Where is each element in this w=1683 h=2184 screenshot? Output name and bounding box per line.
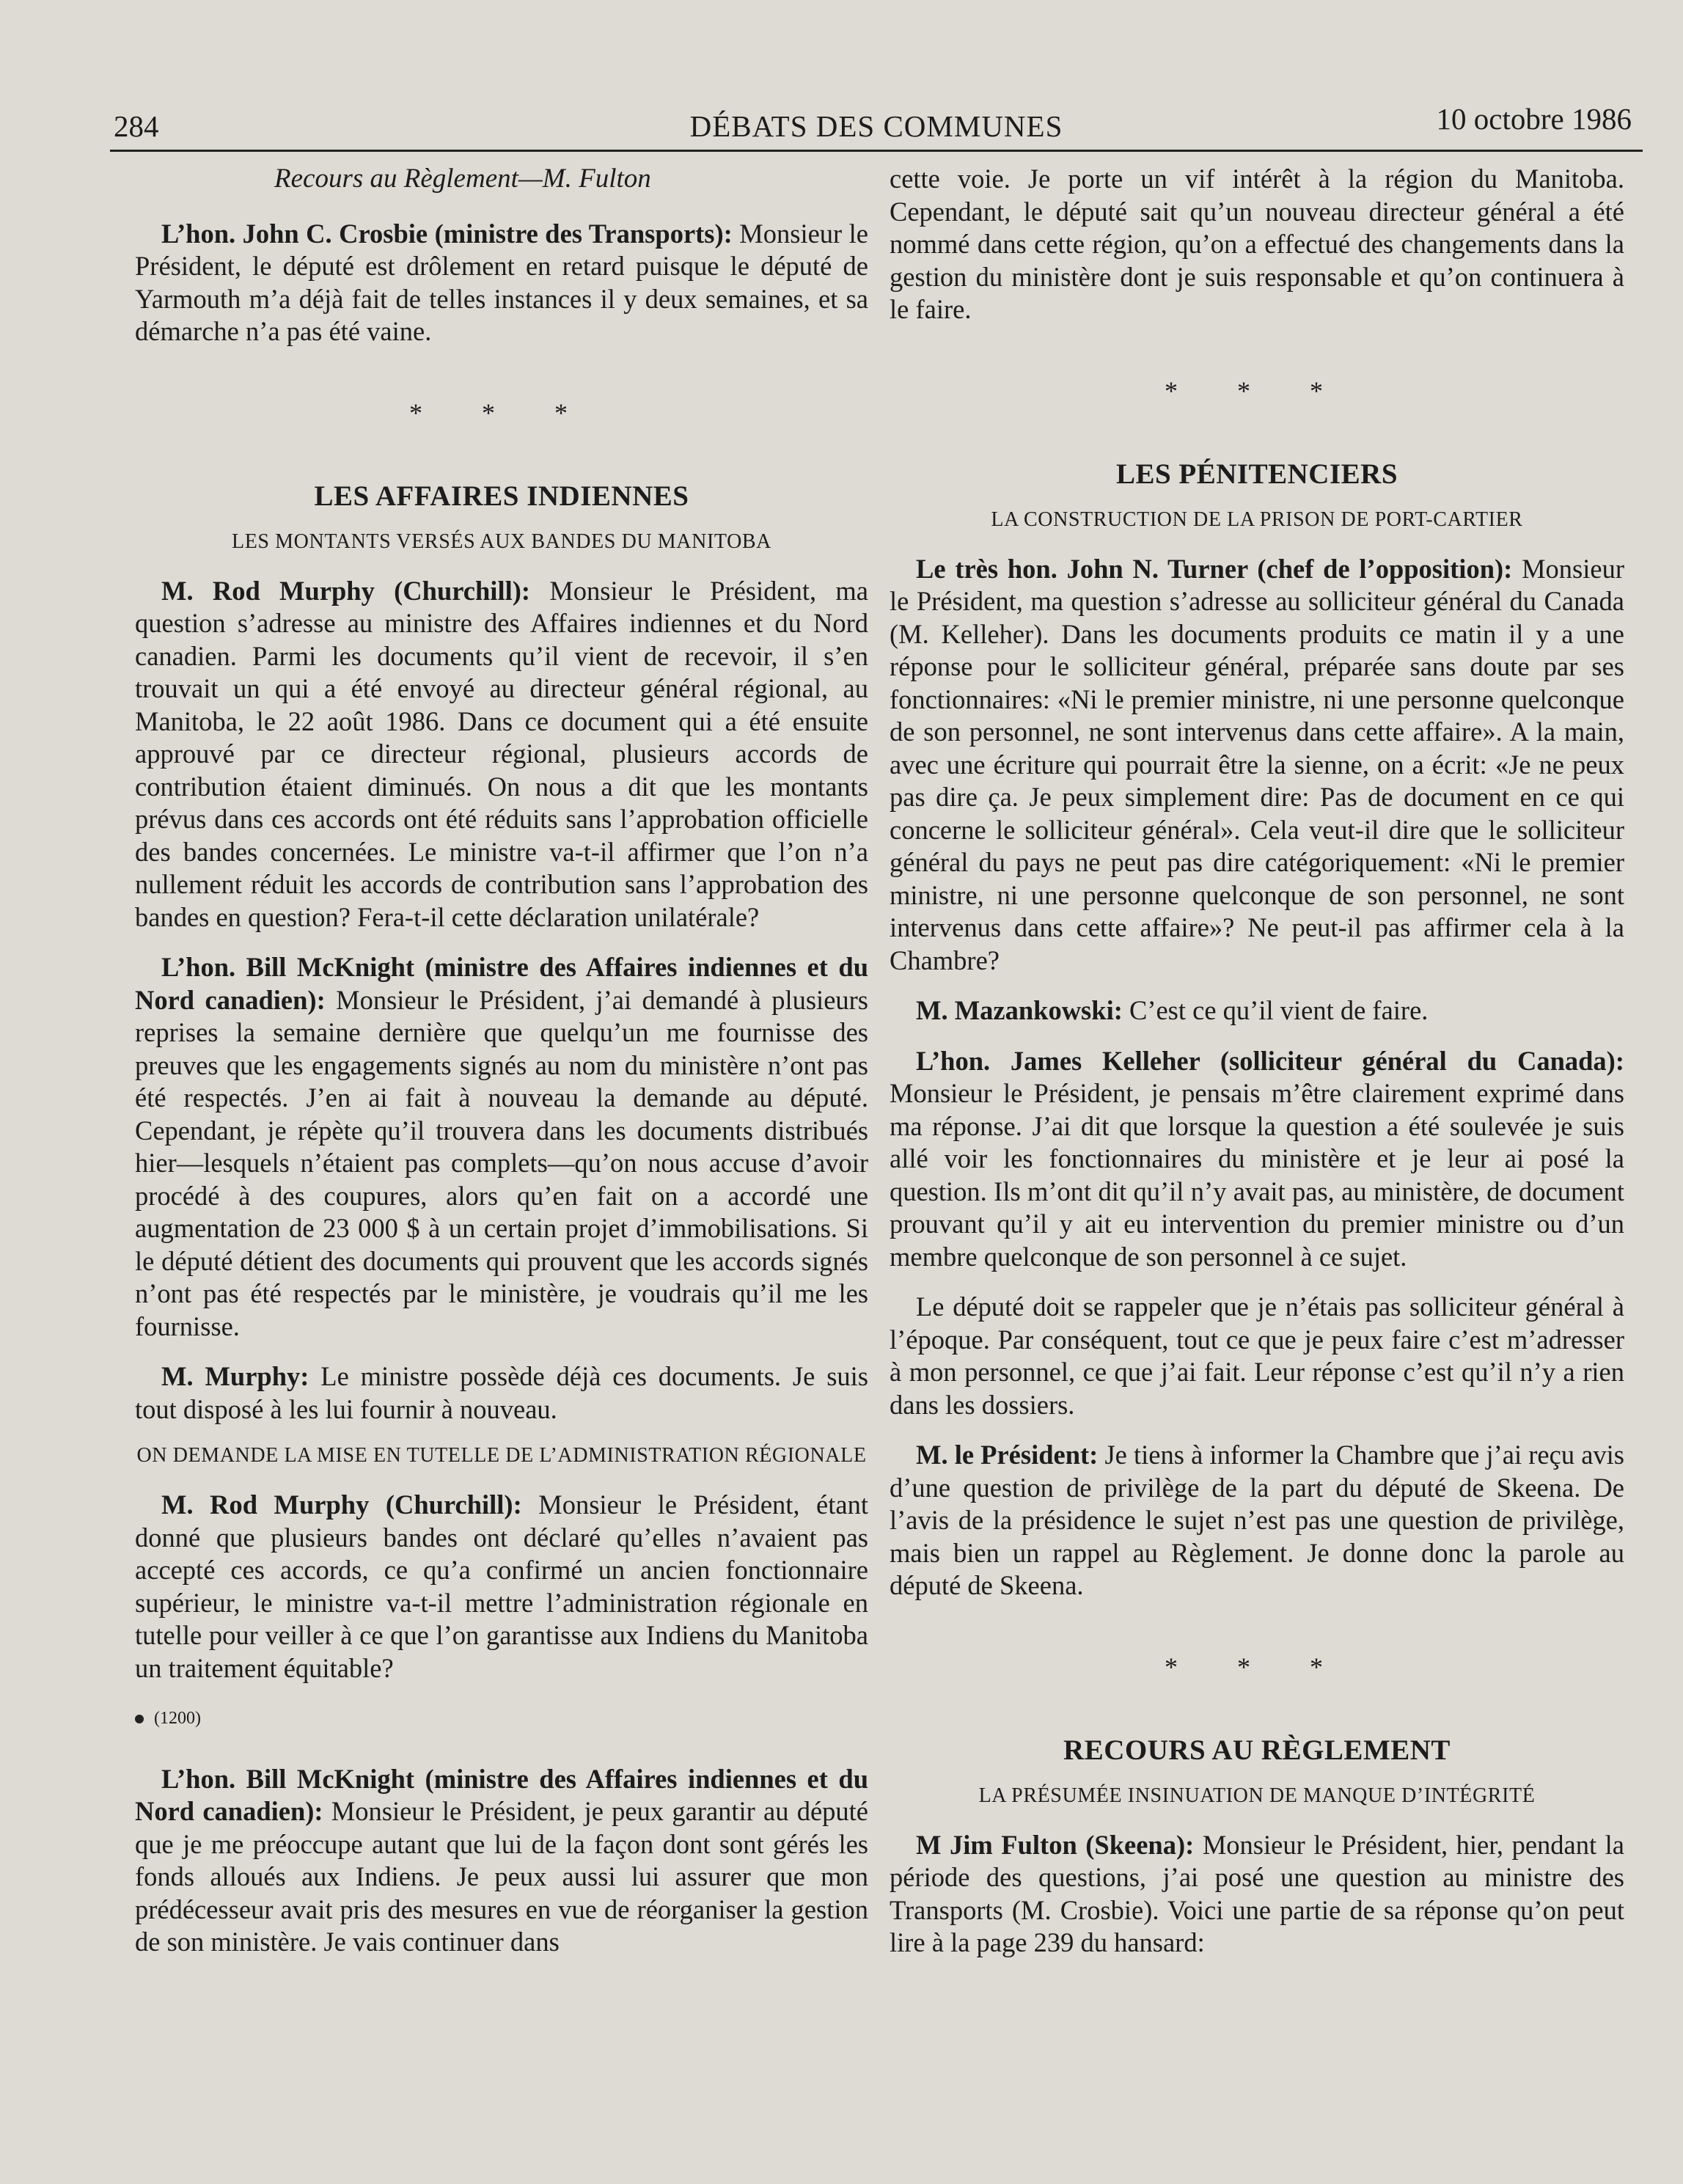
subsection-title: LES MONTANTS VERSÉS AUX BANDES DU MANITOBA	[232, 529, 771, 553]
running-header	[110, 103, 1643, 152]
speaker-name: M. le Président:	[916, 1440, 1099, 1470]
speech-text: Monsieur le Président, ma question s’adresse au ministre des Affaires indiennes et du Nord canadien. Parmi les documents qu’il vient de recevoir, il s’en trouvait un qui a été envoyé au directeur général régional, au Manitoba, le 22 août 1986. Dans ce document qui a été ensuite approuvé par ce directeur régional, plusieurs accords de contribution étaient diminués. On nous a dit que les montants prévus dans ces accords ont été réduits sans l’approbation officielle des bandes concernées. Le ministre va-t-il affirmer que l’on n’a nullement réduit les accords de contribution sans l’approbation des bandes en question? Fera-t-il cette déclaration unilatérale?	[135, 575, 869, 932]
left-column	[135, 163, 868, 1976]
paragraph	[890, 553, 1624, 978]
section-separator: * * *	[1165, 375, 1349, 406]
speaker-name: M. Rod Murphy (Churchill):	[161, 575, 531, 606]
paragraph	[135, 218, 868, 348]
time-marker-text: (1200)	[154, 1709, 201, 1728]
speech-text: Monsieur le Président, le député est drôlement en retard puisque le député de Yarmouth m’a déjà fait de telles instances il y deux semaines, et sa démarche n’a pas été vaine.	[135, 218, 868, 346]
speaker-name: L’hon. John C. Crosbie (ministre des Transports):	[161, 218, 733, 249]
paragraph	[135, 1763, 868, 1959]
page-number: 284	[114, 109, 159, 143]
speech-text: Monsieur le Président, étant donné que plusieurs bandes ont déclaré qu’elles n’avaient pas accepté ces accords, ce qu’a confirmé un ancien fonctionnaire supérieur, le ministre va-t-il mettre l’administration régionale en tutelle pour veiller à ce que l’on garantisse aux Indiens du Manitoba un traitement équitable?	[135, 1489, 868, 1683]
paragraph	[890, 1829, 1624, 1960]
speech-text: C’est ce qu’il vient de faire.	[1122, 995, 1429, 1025]
section-title: RECOURS AU RÈGLEMENT	[1063, 1734, 1451, 1766]
subsection-title: ON DEMANDE LA MISE EN TUTELLE DE L’ADMINISTRATION RÉGIONALE	[136, 1444, 867, 1467]
speaker-name: M Jim Fulton (Skeena):	[916, 1829, 1195, 1860]
speech-text: Monsieur le Président, j’ai demandé à plusieurs reprises la semaine dernière que quelqu’un me fournisse des preuves que les engagements signés au nom du ministère n’ont pas été respectés. J’en ai fait à nouveau la demande au député. Cependant, je répète qu’il trouvera dans les documents distribués hier—lesquels n’étaient pas complets—qu’on nous accuse d’avoir procédé à des coupures, alors qu’en fait on a accordé une augmentation de 23 000 $ à un certain projet d’immobilisations. Si le député détient des documents qui prouvent que les accords signés n’ont pas été respectés par le ministère, je voudrais qu’il me les fournisse.	[135, 984, 869, 1341]
speaker-name: L’hon. Bill McKnight (ministre des Affaires indiennes et du Nord canadien):	[135, 952, 868, 1015]
subsection-title: LA CONSTRUCTION DE LA PRISON DE PORT-CARTIER	[991, 507, 1523, 531]
bullet-icon	[135, 1715, 144, 1723]
speech-text: Monsieur le Président, hier, pendant la période des questions, j’ai posé une question au ministre des Transports (M. Crosbie). Voici une partie de sa réponse qu’on peut lire à la page 239 du hansard:	[890, 1829, 1624, 1957]
paragraph	[890, 1045, 1624, 1274]
paragraph: cette voie. Je porte un vif intérêt à la région du Manitoba. Cependant, le député sait qu’un nouveau directeur général a été nommé dans cette région, qu’on a effectué des changements dans la gestion du ministère dont je suis responsable et qu’on continuera à le faire.	[890, 164, 1624, 324]
speaker-name: L’hon. James Kelleher (solliciteur général du Canada):	[916, 1045, 1624, 1076]
speech-text: Monsieur le Président, je pensais m’être clairement exprimé dans ma réponse. J’ai dit que lorsque la question a été soulevée je suis allé voir les fonctionnaires du ministère et je leur ai posé la question. Ils m’ont dit qu’il n’y avait pas, au ministère, de document prouvant qu’il y ait eu intervention du premier ministre ou d’un membre quelconque de son personnel à ce sujet.	[890, 1078, 1624, 1272]
time-marker	[135, 1702, 868, 1735]
paragraph	[890, 994, 1624, 1027]
subsection-title: LA PRÉSUMÉE INSINUATION DE MANQUE D’INTÉGRITÉ	[978, 1784, 1536, 1807]
paragraph	[890, 1439, 1624, 1602]
right-column	[890, 163, 1624, 1977]
publication-title: DÉBATS DES COMMUNES	[689, 109, 1063, 143]
running-subhead: Recours au Règlement—M. Fulton	[274, 164, 651, 194]
issue-date: 10 octobre 1986	[1436, 102, 1632, 136]
speech-text: Le ministre possède déjà ces documents. Je suis tout disposé à les lui fournir à nouveau.	[135, 1361, 869, 1424]
section-separator: * * *	[1165, 1652, 1349, 1682]
paragraph	[135, 1489, 868, 1685]
speech-text: Monsieur le Président, ma question s’adresse au solliciteur général du Canada (M. Kelleher). Dans les documents produits ce matin il y a une réponse pour le solliciteur général, préparée sans doute par ses fonctionnaires: «Ni le premier ministre, ni une personne quelconque de son personnel, ne sont intervenus dans cette affaire». A la main, avec une écriture qui pourrait être la sienne, on a écrit: «Je ne peux pas dire ça. Je peux simplement dire: Pas de document en ce qui concerne le solliciteur général». Cela veut-il dire que le solliciteur général du pays ne peut pas dire catégoriquement: «Ni le premier ministre, ni une personne quelconque de son personnel, ne sont intervenus dans cette affaire»? Ne peut-il pas affirmer cela à la Chambre?	[890, 553, 1624, 975]
speaker-name: M. Murphy:	[161, 1361, 309, 1391]
speaker-name: M. Rod Murphy (Churchill):	[161, 1489, 522, 1520]
section-separator: * * *	[409, 397, 594, 428]
paragraph	[135, 951, 868, 1343]
section-title: LES AFFAIRES INDIENNES	[314, 480, 689, 512]
speech-text: Monsieur le Président, je peux garantir au député que je me préoccupe autant que lui de la façon dont sont gérés les fonds alloués aux Indiens. Je peux aussi lui assurer que mon prédécesseur avait pris des mesures en vue de réorganiser la gestion de son ministère. Je vais continuer dans	[135, 1796, 868, 1957]
speech-text: Je tiens à informer la Chambre que j’ai reçu avis d’une question de privilège de la part du député de Skeena. De l’avis de la présidence le sujet n’est pas une question de privilège, mais bien un rappel au Règlement. Je donne donc la parole au député de Skeena.	[890, 1440, 1624, 1600]
paragraph	[135, 575, 868, 934]
section-title: LES PÉNITENCIERS	[1115, 458, 1398, 490]
speaker-name: M. Mazankowski:	[916, 995, 1123, 1025]
speaker-name: L’hon. Bill McKnight (ministre des Affaires indiennes et du Nord canadien):	[135, 1763, 868, 1826]
paragraph	[135, 1360, 868, 1426]
speaker-name: Le très hon. John N. Turner (chef de l’opposition):	[916, 553, 1513, 584]
paragraph: Le député doit se rappeler que je n’étais pas solliciteur général à l’époque. Par conséquent, tout ce que je peux faire c’est m’adresser à mon personnel, ce que j’ai fait. Leur réponse c’est qu’il n’y a rien dans les dossiers.	[890, 1291, 1624, 1420]
